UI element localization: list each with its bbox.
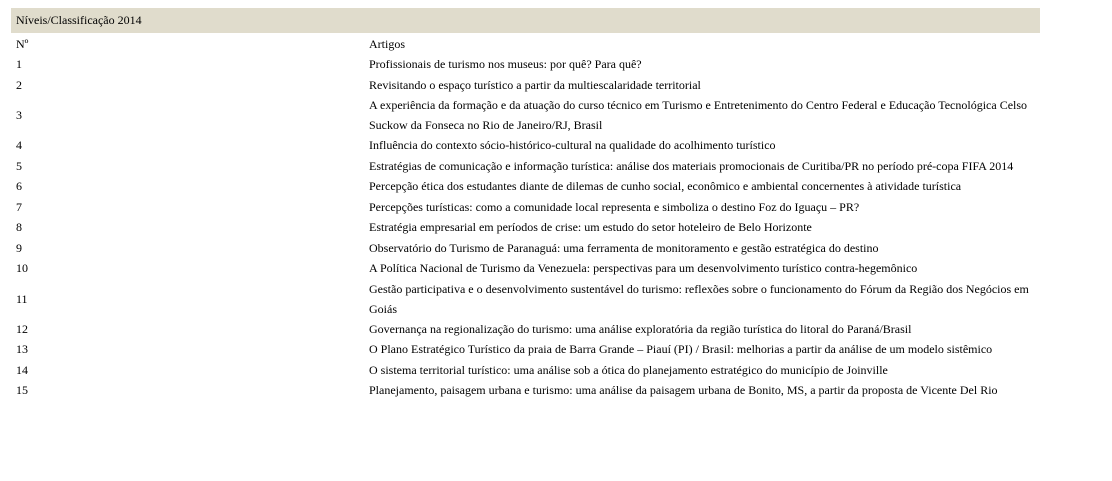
row-number: 13 [16,342,28,357]
table-row [11,197,1040,218]
row-number: 2 [16,77,22,92]
column-header-articles: Artigos [369,36,405,51]
article-title: Influência do contexto sócio-histórico-cultural na qualidade do acolhimento turístico [369,138,776,153]
column-header-number: Nº [16,36,29,51]
row-number: 8 [16,220,22,235]
table-row [11,360,1040,381]
row-number: 7 [16,199,22,214]
row-number: 10 [16,261,28,276]
table-row [11,54,1040,75]
table-row [11,135,1040,156]
article-title: Gestão participativa e o desenvolvimento sustentável do turismo: reflexões sobre o funcionamento do Fórum da Região dos Negócios em Goiás [369,281,1029,316]
articles-table [11,33,1040,401]
article-title: Estratégias de comunicação e informação turística: análise dos materiais promocionais de Curitiba/PR no período pré-copa FIFA 2014 [369,158,1014,173]
row-number: 9 [16,240,22,255]
article-title: O sistema territorial turístico: uma análise sob a ótica do planejamento estratégico do município de Joinville [369,362,888,377]
article-title: Observatório do Turismo de Paranaguá: uma ferramenta de monitoramento e gestão estratégica do destino [369,240,879,255]
article-title: Profissionais de turismo nos museus: por quê? Para quê? [369,57,642,72]
row-number: 11 [16,291,28,306]
article-title: Governança na regionalização do turismo: uma análise exploratória da região turística do litoral do Paraná/Brasil [369,321,912,336]
table-caption: Níveis/Classificação 2014 [11,8,1040,33]
table-row [11,339,1040,360]
article-title: Estratégia empresarial em períodos de crise: um estudo do setor hoteleiro de Belo Horizonte [369,220,812,235]
row-number: 1 [16,57,22,72]
table-row [11,75,1040,96]
table-row [11,95,1040,135]
row-number: 6 [16,179,22,194]
articles-table-container [11,8,1040,401]
article-title: Percepção ética dos estudantes diante de dilemas de cunho social, econômico e ambiental concernentes à atividade turística [369,179,962,194]
row-number: 3 [16,108,22,122]
row-number: 15 [16,383,28,398]
article-title: Planejamento, paisagem urbana e turismo: uma análise da paisagem urbana de Bonito, MS, a partir da proposta de Vicente Del Rio [369,383,998,398]
table-row [11,217,1040,238]
table-row [11,319,1040,340]
row-number: 14 [16,362,28,377]
table-row [11,279,1040,319]
article-title: A experiência da formação e da atuação do curso técnico em Turismo e Entretenimento do Centro Federal e Educação Tecnológica Celso Suckow da Fonseca no Rio de Janeiro/RJ, Brasil [369,98,1028,132]
table-header-row [11,33,1040,54]
article-title: O Plano Estratégico Turístico da praia de Barra Grande – Piauí (PI) / Brasil: melhorias a partir da análise de um modelo sistêmico [369,342,993,357]
article-title: A Política Nacional de Turismo da Venezuela: perspectivas para um desenvolvimento turístico contra-hegemônico [369,261,918,276]
table-row [11,176,1040,197]
table-row [11,238,1040,259]
article-title: Percepções turísticas: como a comunidade local representa e simboliza o destino Foz do Iguaçu – PR? [369,199,860,214]
article-title: Revisitando o espaço turístico a partir da multiescalaridade territorial [369,77,701,92]
table-row [11,258,1040,279]
row-number: 4 [16,138,22,153]
table-row [11,380,1040,401]
row-number: 5 [16,158,22,173]
table-row [11,156,1040,177]
row-number: 12 [16,321,28,336]
